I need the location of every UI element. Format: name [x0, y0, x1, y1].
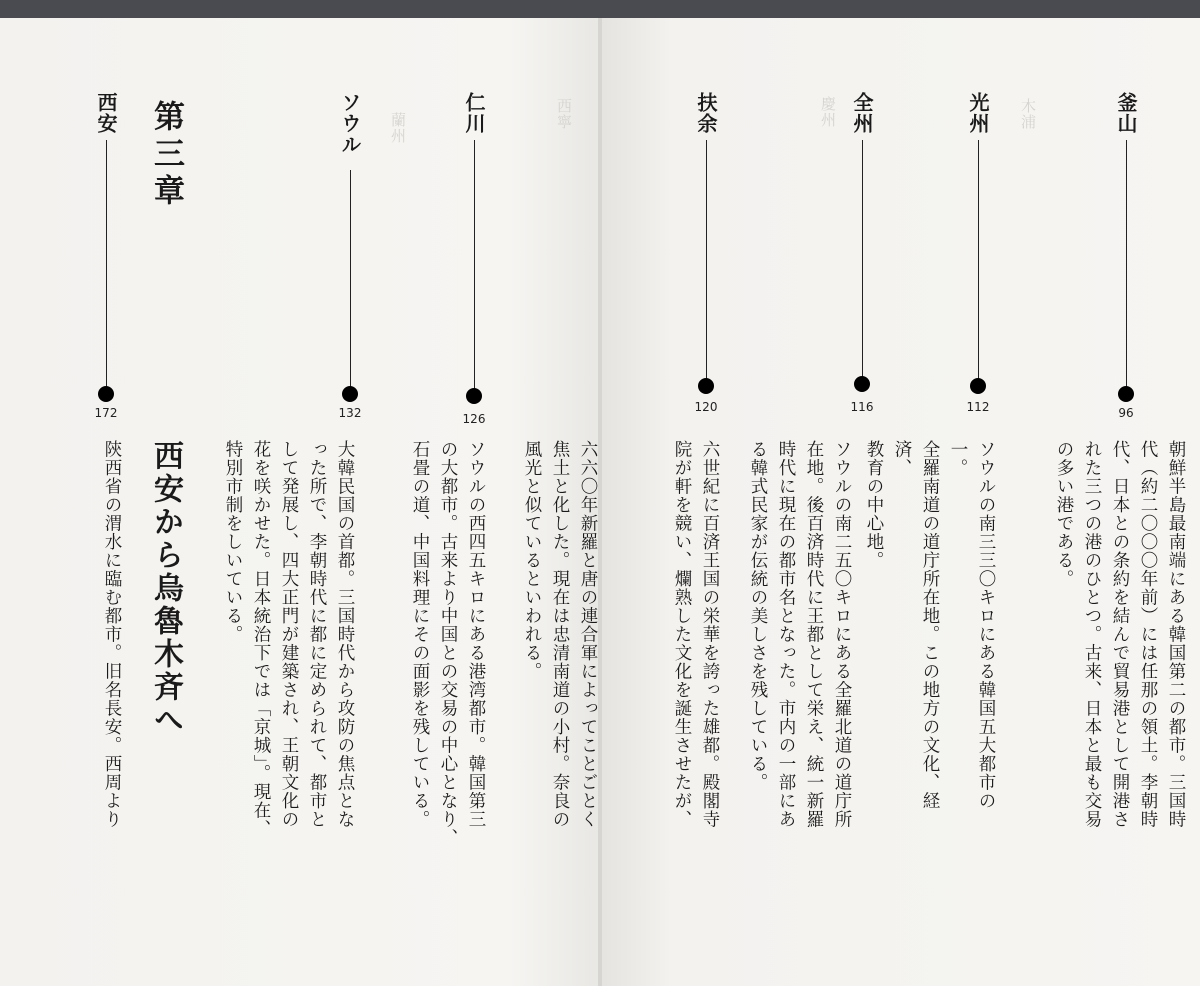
page-number: 132: [338, 406, 362, 420]
place-name-xian: 西安: [94, 92, 118, 134]
leader-line: [862, 140, 863, 380]
entry-description: 陝西省の渭水に臨む都市。旧名長安。西周より: [102, 440, 122, 829]
page-number: 120: [694, 400, 718, 414]
page-number: 172: [94, 406, 118, 420]
entry-description: 六世紀に百済王国の栄華を誇った雄都。殿閣寺 院が軒を競い、爛熟した文化を誕生させたが、: [672, 440, 720, 829]
leader-line: [706, 140, 707, 390]
entry-description: 朝鮮半島最南端にある韓国第二の都市。三国時 代（約二〇〇〇年前）には任那の領土。李朝時 代、日本との条約を結んで貿易港として開港さ れた三つの港のひとつ。古来、日本と最も交易 の多い港である。: [1054, 440, 1186, 829]
page-number: 96: [1118, 406, 1134, 420]
leader-line: [1126, 140, 1127, 390]
leader-line: [350, 170, 351, 388]
show-through-text: 西寧: [555, 98, 573, 130]
show-through-text: 慶州: [819, 96, 837, 128]
chapter-subtitle: 西安から烏魯木斉へ: [148, 440, 183, 737]
entry-description: ソウルの南二五〇キロにある全羅北道の道庁所 在地。後百済時代に王都として栄え、統一新羅 時代に現在の都市名となった。市内の一部にあ る韓式民家が伝統の美しさを残している。: [748, 440, 852, 829]
bullet-dot: [970, 378, 986, 394]
entry-description: ソウルの南三三〇キロにある韓国五大都市の一。 全羅南道の道庁所在地。この地方の文化、経済、 教育の中心地。: [864, 440, 996, 810]
entry-description: 六六〇年新羅と唐の連合軍によってことごとく 焦土と化した。現在は忠清南道の小村。奈良の 風光と似ているといわれる。 ソウルの西四五キロにある港湾都市。韓国第三 の大都市。古来より中国との交易の中心となり、 石畳の道、中国料理にその面影を残している。: [410, 440, 598, 847]
leader-line: [474, 140, 475, 390]
show-through-text: 蘭州: [389, 112, 407, 144]
page-number: 126: [462, 412, 486, 426]
place-name-buyeo: 扶余: [694, 92, 718, 134]
place-name-busan: 釜山: [1114, 92, 1138, 134]
bullet-dot: [1118, 386, 1134, 402]
page-number: 112: [966, 400, 990, 414]
show-through-text: 木浦: [1019, 98, 1037, 130]
bullet-dot: [698, 378, 714, 394]
chapter-heading: 第三章: [148, 100, 184, 211]
page-number: 116: [850, 400, 874, 414]
place-name-incheon: 仁川: [462, 92, 486, 134]
leader-line: [106, 140, 107, 390]
bullet-dot: [466, 388, 482, 404]
place-name-gwangju: 光州: [966, 92, 990, 134]
leader-line: [978, 140, 979, 390]
bullet-dot: [342, 386, 358, 402]
place-name-jeonju: 全州: [850, 92, 874, 134]
place-name-seoul: ソウル: [338, 92, 362, 155]
bullet-dot: [98, 386, 114, 402]
bullet-dot: [854, 376, 870, 392]
entry-description: 大韓民国の首都。三国時代から攻防の焦点とな った所で、李朝時代に都に定められて、都市と して発展し、四大正門が建築され、王朝文化の 花を咲かせた。日本統治下では「京城」。現在、 特別市制をしいている。: [223, 440, 355, 839]
